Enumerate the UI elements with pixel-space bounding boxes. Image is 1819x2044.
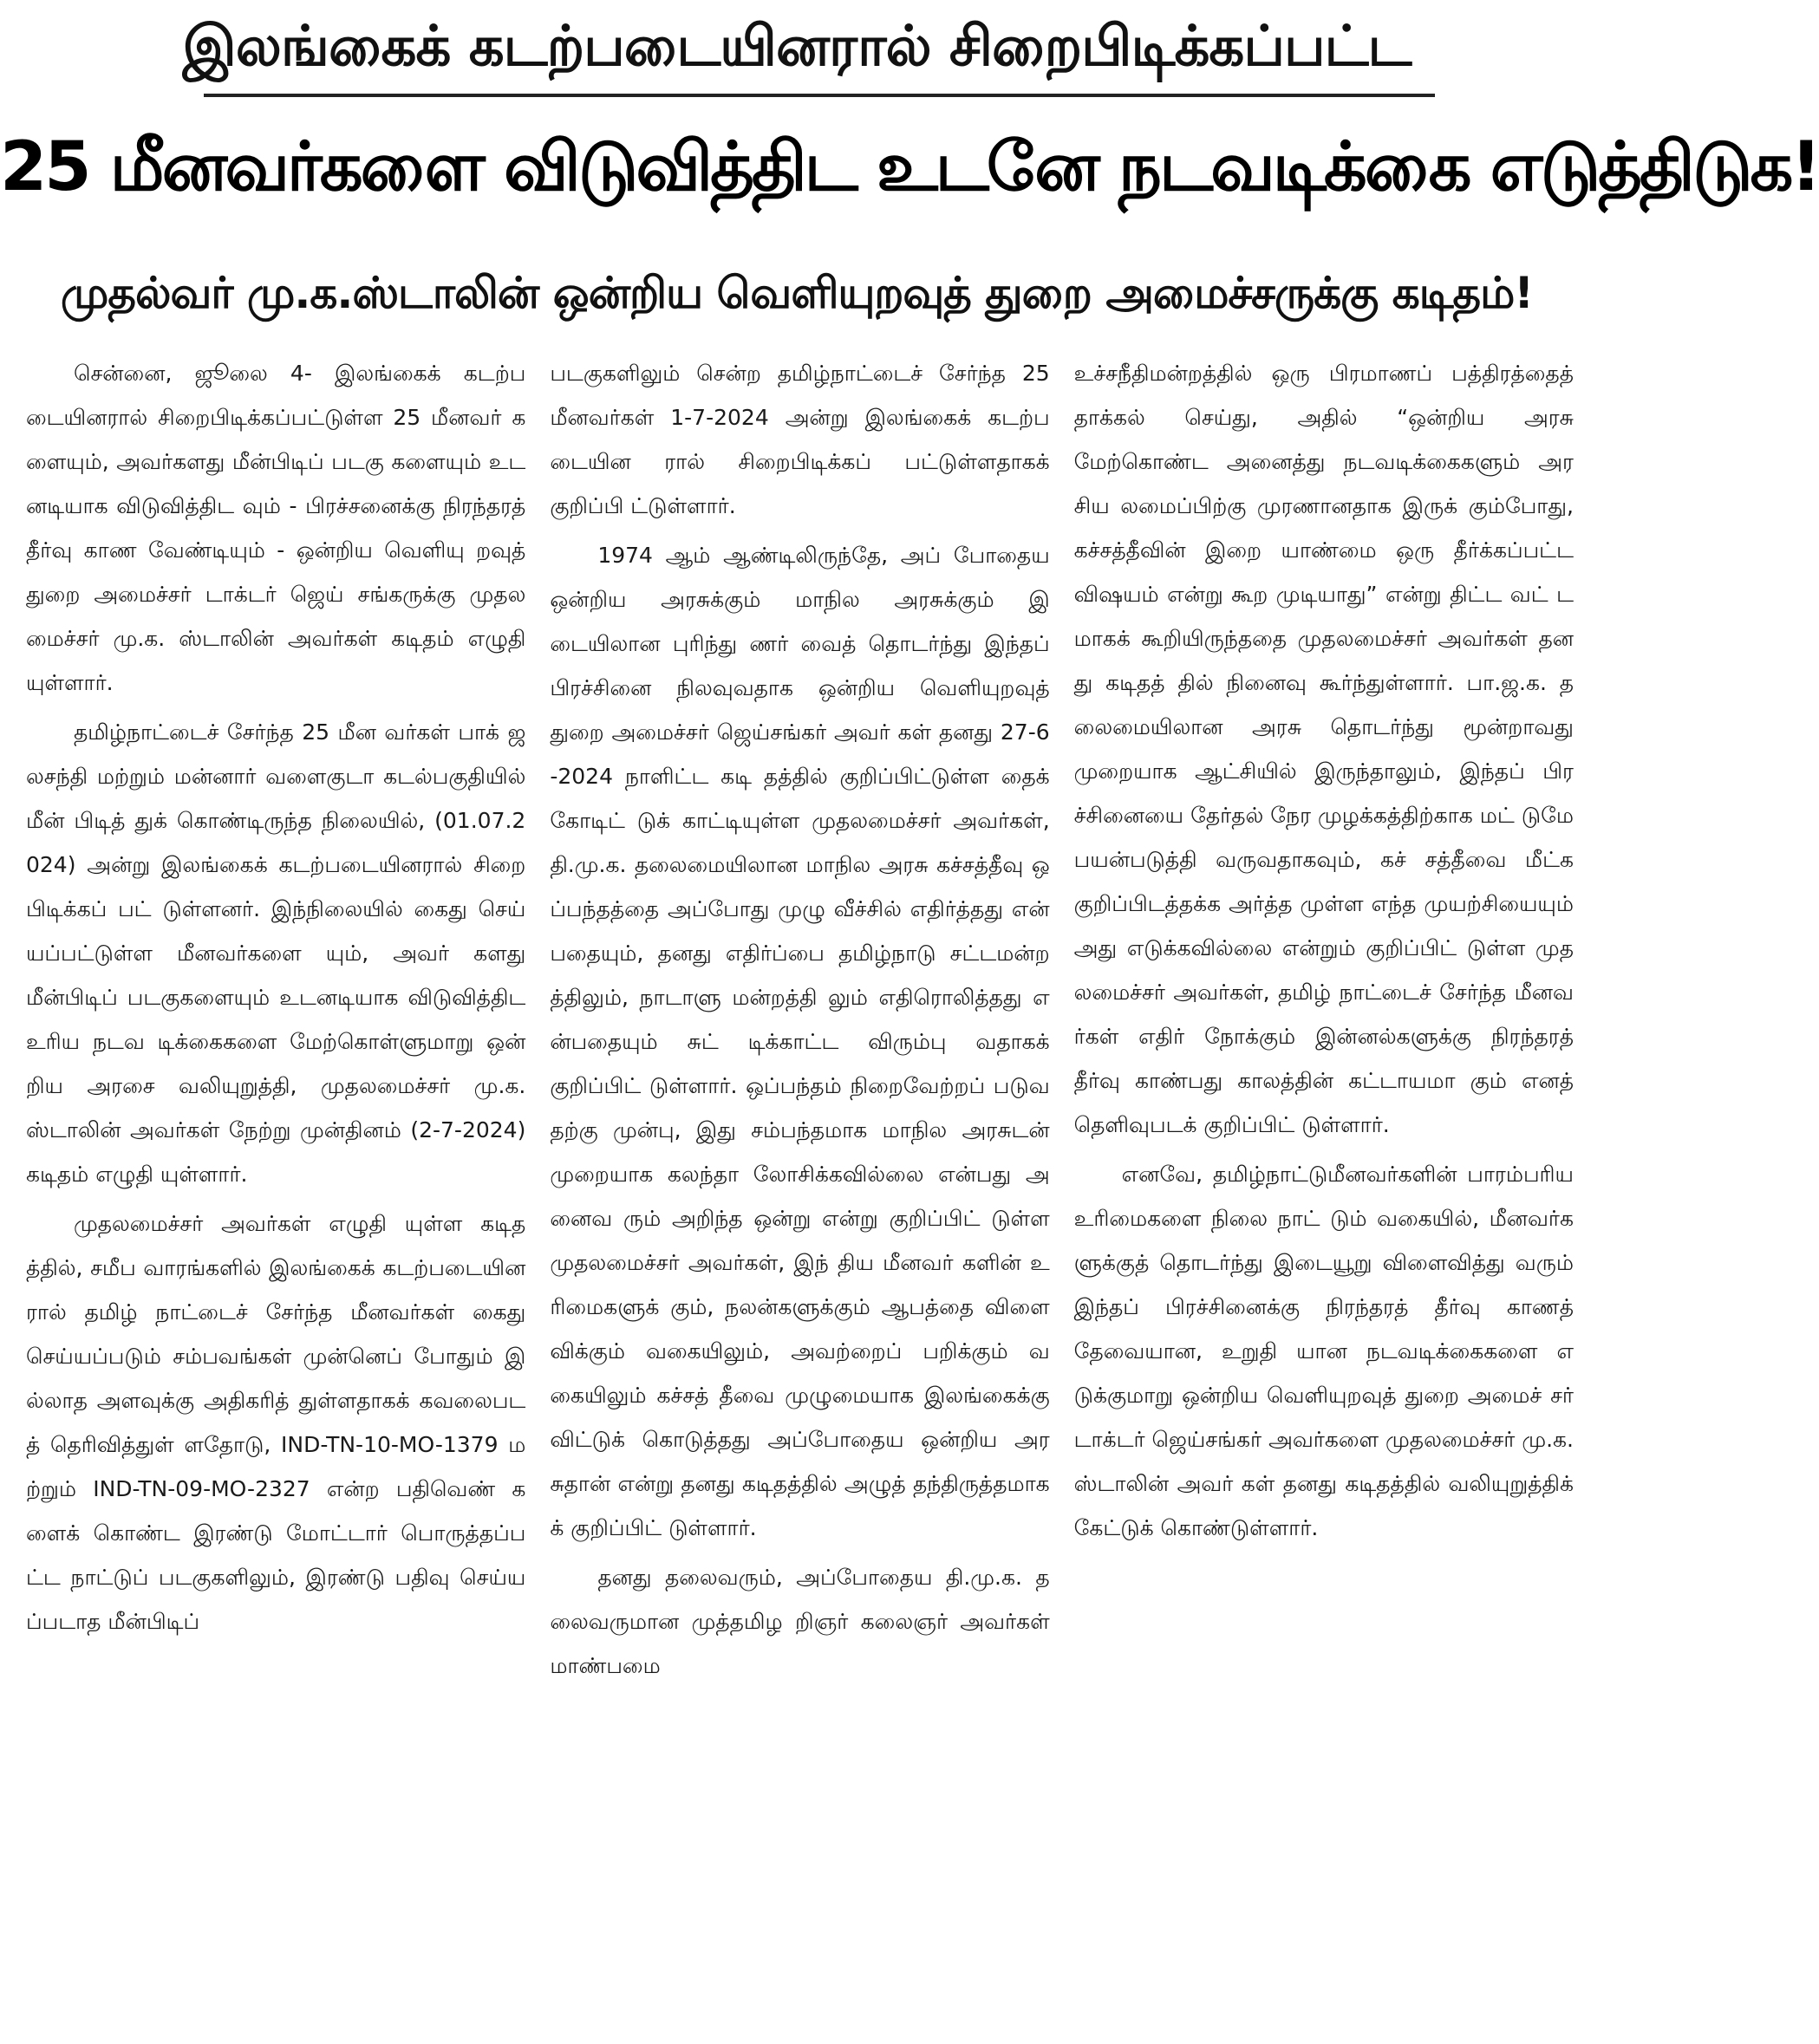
column-1 (26, 351, 525, 2033)
paragraph: சென்னை, ஜூலை 4- இலங்கைக் கடற்படையினரால் சிறைபிடிக்கப்பட்டுள்ள 25 மீனவர் களையும், அவர்களது மீன்பிடிப் படகு களையும் உடனடியாக விடுவித்திட வும் - பிரச்சனைக்கு நிரந்தரத் தீர்வு காண வேண்டியும் - ஒன்றிய வெளியு றவுத் துறை அமைச்சர் டாக்டர் ஜெய் சங்கருக்கு முதலமைச்சர் மு.க. ஸ்டாலின் அவர்கள் கடிதம் எழுதி யுள்ளார். (26, 361, 526, 695)
paragraph: முதலமைச்சர் அவர்கள் எழுதி யுள்ள கடிதத்தில், சமீப வாரங்களில் இலங்கைக் கடற்படையினரால் தமிழ் நாட்டைச் சேர்ந்த மீனவர்கள் கைது செய்யப்படும் சம்பவங்கள் முன்னெப் போதும் இல்லாத அளவுக்கு அதிகரித் துள்ளதாகக் கவலைபடத் தெரிவித்துள் ளதோடு, IND-TN-10-MO-1379 மற்றும் IND-TN-09-MO-2327 என்ற பதிவெண் களைக் கொண்ட இரண்டு மோட்டார் பொருத்தப்பட்ட நாட்டுப் படகுகளிலும், இரண்டு பதிவு செய்யப்படாத மீன்பிடிப் (26, 1211, 526, 1634)
paragraph: எனவே, தமிழ்நாட்டுமீனவர்களின் பாரம்பரிய உரிமைகளை நிலை நாட் டும் வகையில், மீனவர்க ளுக்குத் தொடர்ந்து இடையூறு விளைவித்து வரும் இந்தப் பிரச்சினைக்கு நிரந்தரத் தீர்வு காணத் தேவையான, உறுதி யான நடவடிக்கைகளை எடுக்குமாறு ஒன்றிய வெளியுறவுத் துறை அமைச் சர் டாக்டர் ஜெய்சங்கர் அவர்களை முதலமைச்சர் மு.க.ஸ்டாலின் அவர் கள் தனது கடிதத்தில் வலியுறுத்திக் கேட்டுக் கொண்டுள்ளார். (1073, 1162, 1574, 1540)
paragraph: படகுகளிலும் சென்ற தமிழ்நாட்டைச் சேர்ந்த 25 மீனவர்கள் 1-7-2024 அன்று இலங்கைக் கடற்படையின ரால் சிறைபிடிக்கப் பட்டுள்ளதாகக் குறிப்பி ட்டுள்ளார். (550, 361, 1050, 518)
kicker-line: இலங்கைக் கடற்படையினரால் சிறைபிடிக்கப்பட்ட (182, 15, 1412, 79)
paragraph: தனது தலைவரும், அப்போதைய தி.மு.க. தலைவருமான முத்தமிழ றிஞர் கலைஞர் அவர்கள் மாண்பமை (550, 1565, 1050, 1678)
kicker-divider (204, 94, 1435, 97)
column-2 (550, 351, 1049, 2033)
paragraph: தமிழ்நாட்டைச் சேர்ந்த 25 மீன வர்கள் பாக் ஜலசந்தி மற்றும் மன்னார் வளைகுடா கடல்பகுதியில் மீன் பிடித் துக் கொண்டிருந்த நிலையில், (01.07.2024) அன்று இலங்கைக் கடற்படையினரால் சிறை பிடிக்கப் பட் டுள்ளனர். இந்நிலையில் கைது செய் யப்பட்டுள்ள மீனவர்களை யும், அவர் களது மீன்பிடிப் படகுகளையும் உடனடியாக விடுவித்திட உரிய நடவ டிக்கைகளை மேற்கொள்ளுமாறு ஒன் றிய அரசை வலியுறுத்தி, முதலமைச்சர் மு.க.ஸ்டாலின் அவர்கள் நேற்று முன்தினம் (2-7-2024) கடிதம் எழுதி யுள்ளார். (26, 719, 526, 1187)
headline: 25 மீனவர்களை விடுவித்திட உடனே நடவடிக்கை எடுத்திடுக! (0, 128, 1819, 206)
paragraph: உச்சநீதிமன்றத்தில் ஒரு பிரமாணப் பத்திரத்தைத் தாக்கல் செய்து, அதில் “ஒன்றிய அரசு மேற்கொண்ட அனைத்து நடவடிக்கைகளும் அரசிய லமைப்பிற்கு முரணானதாக இருக் கும்போது, கச்சத்தீவின் இறை யாண்மை ஒரு தீர்க்கப்பட்ட விஷயம் என்று கூற முடியாது” என்று திட்ட வட் டமாகக் கூறியிருந்ததை முதலமைச்சர் அவர்கள் தனது கடிதத் தில் நினைவு கூர்ந்துள்ளார். பா.ஜ.க. தலைமையிலான அரசு தொடர்ந்து மூன்றாவது முறையாக ஆட்சியில் இருந்தாலும், இந்தப் பிரச்சினையை தேர்தல் நேர முழக்கத்திற்காக மட் டுமே பயன்படுத்தி வருவதாகவும், கச் சத்தீவை மீட்க குறிப்பிடத்தக்க அர்த்த முள்ள எந்த முயற்சியையும் அது எடுக்கவில்லை என்றும் குறிப்பிட் டுள்ள முதலமைச்சர் அவர்கள், தமிழ் நாட்டைச் சேர்ந்த மீனவர்கள் எதிர் நோக்கும் இன்னல்களுக்கு நிரந்தரத் தீர்வு காண்பது காலத்தின் கட்டாயமா கும் எனத் தெளிவுபடக் குறிப்பிட் டுள்ளார். (1073, 361, 1574, 1137)
article-body (26, 351, 1574, 2033)
paragraph: 1974 ஆம் ஆண்டிலிருந்தே, அப் போதைய ஒன்றிய அரசுக்கும் மாநில அரசுக்கும் இடையிலான புரிந்து ணர் வைத் தொடர்ந்து இந்தப் பிரச்சினை நிலவுவதாக ஒன்றிய வெளியுறவுத் துறை அமைச்சர் ஜெய்சங்கர் அவர் கள் தனது 27-6-2024 நாளிட்ட கடி தத்தில் குறிப்பிட்டுள்ள தைக் கோடிட் டுக் காட்டியுள்ள முதலமைச்சர் அவர்கள், தி.மு.க. தலைமையிலான மாநில அரசு கச்சத்தீவு ஒப்பந்தத்தை அப்போது முழு வீச்சில் எதிர்த்தது என் பதையும், தனது எதிர்ப்பை தமிழ்நாடு சட்டமன்றத்திலும், நாடாளு மன்றத்தி லும் எதிரொலித்தது என்பதையும் சுட் டிக்காட்ட விரும்பு வதாகக் குறிப்பிட் டுள்ளார். ஒப்பந்தம் நிறைவேற்றப் படுவதற்கு முன்பு, இது சம்பந்தமாக மாநில அரசுடன் முறையாக கலந்தா லோசிக்கவில்லை என்பது அனைவ ரும் அறிந்த ஒன்று என்று குறிப்பிட் டுள்ள முதலமைச்சர் அவர்கள், இந் திய மீனவர் களின் உரிமைகளுக் கும், நலன்களுக்கும் ஆபத்தை விளை விக்கும் வகையிலும், அவற்றைப் பறிக்கும் வகையிலும் கச்சத் தீவை முழுமையாக இலங்கைக்கு விட்டுக் கொடுத்தது அப்போதைய ஒன்றிய அர சுதான் என்று தனது கடிதத்தில் அழுத் தந்திருத்தமாகக் குறிப்பிட் டுள்ளார். (550, 543, 1050, 1540)
column-3 (1074, 351, 1574, 2033)
subheadline: முதல்வர் மு.க.ஸ்டாலின் ஒன்றிய வெளியுறவுத் துறை அமைச்சருக்கு கடிதம்! (60, 268, 1534, 318)
